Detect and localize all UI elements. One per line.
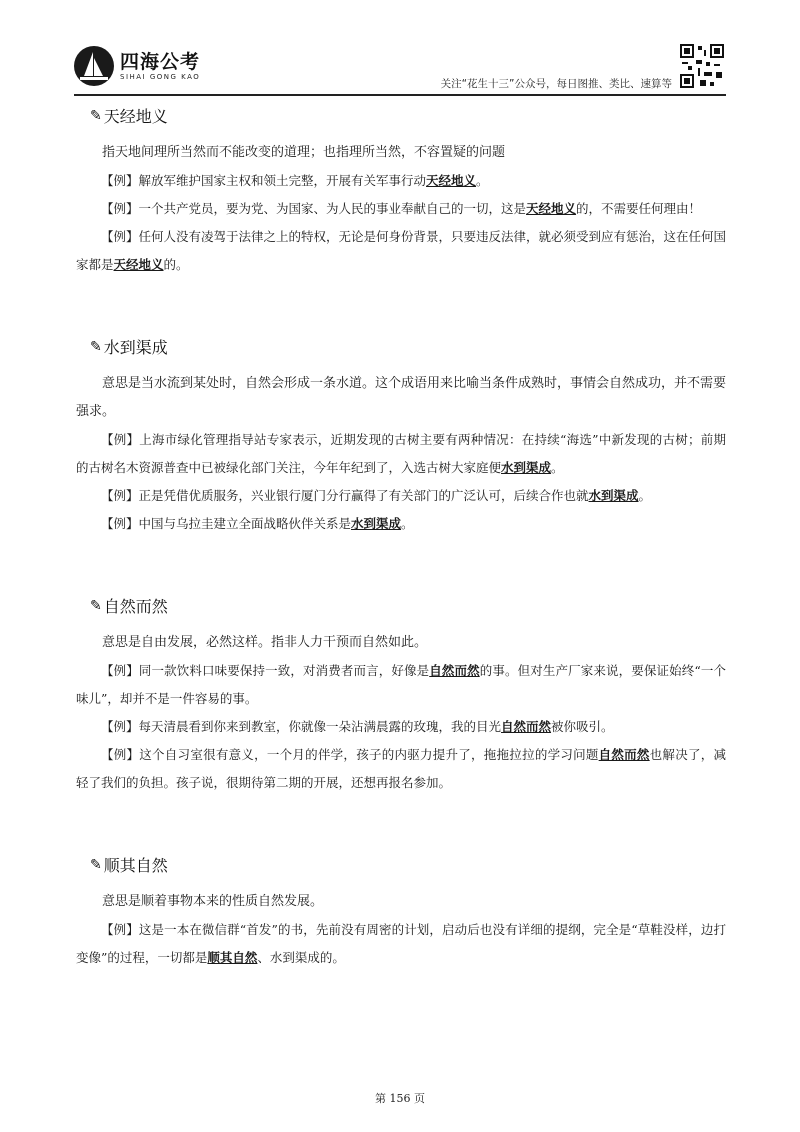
section-title (90, 104, 726, 127)
idiom-keyword: 自然而然 (501, 719, 552, 734)
idiom-keyword: 水到渠成 (351, 516, 402, 531)
example-sentence: 【例】正是凭借优质服务，兴业银行厦门分行赢得了有关部门的广泛认可，后续合作也就水到渠成。 (101, 488, 652, 503)
pencil-icon: ✎ (90, 597, 102, 614)
header-divider (74, 94, 726, 96)
idiom-section (76, 594, 726, 797)
example-sentence: 【例】解放军维护国家主权和领土完整，开展有关军事行动天经地义。 (101, 173, 489, 188)
idiom-meaning: 意思是顺着事物本来的性质自然发展。 (102, 894, 324, 909)
example-sentence: 【例】每天清晨看到你来到教室，你就像一朵沾满晨露的玫瑰，我的目光自然而然被你吸引。 (101, 719, 614, 734)
sailboat-logo-icon (74, 46, 114, 86)
idiom-meaning: 指天地间理所当然而不能改变的道理；也指理所当然，不容置疑的问题 (102, 145, 506, 160)
section-title (90, 853, 726, 876)
example-sentence: 【例】任何人没有凌驾于法律之上的特权，无论是何身份背景，只要违反法律，就必须受到应有惩治，这在任何国家都是天经地义的。 (76, 229, 727, 272)
idiom-meaning: 意思是当水流到某处时，自然会形成一条水道。这个成语用来比喻当条件成熟时，事情会自然成功，并不需要强求。 (76, 376, 727, 419)
brand-logo (74, 46, 200, 86)
brand-name-en: SIHAI GONG KAO (120, 73, 201, 81)
example-sentence: 【例】这是一本在微信群“首发”的书，先前没有周密的计划，启动后也没有详细的提纲，完全是“草鞋没样，边打变像”的过程，一切都是顺其自然、水到渠成的。 (76, 922, 726, 965)
idiom-title: 天经地义 (103, 107, 168, 126)
document-body (76, 104, 726, 1028)
example-sentence: 【例】上海市绿化管理指导站专家表示，近期发现的古树主要有两种情况：在持续“海选”中新发现的古树；前期的古树名木资源普查中已被绿化部门关注，今年年纪到了，入选古树大家庭便水到渠成。 (76, 432, 726, 475)
idiom-title: 水到渠成 (103, 338, 168, 357)
header-note: 关注“花生十三”公众号，每日图推、类比、速算等 (440, 78, 672, 90)
idiom-keyword: 自然而然 (598, 747, 650, 762)
example-sentence: 【例】中国与乌拉圭建立全面战略伙伴关系是水到渠成。 (101, 516, 414, 531)
idiom-keyword: 水到渠成 (588, 488, 639, 503)
pencil-icon: ✎ (90, 338, 102, 355)
idiom-keyword: 顺其自然 (207, 950, 258, 965)
idiom-keyword: 天经地义 (526, 201, 577, 216)
idiom-title: 自然而然 (103, 597, 168, 616)
idiom-meaning: 意思是自由发展，必然这样。指非人力干预而自然如此。 (102, 635, 428, 650)
example-sentence: 【例】同一款饮料口味要保持一致，对消费者而言，好像是自然而然的事。但对生产厂家来说，要保证始终“一个味儿”，却并不是一件容易的事。 (76, 663, 726, 706)
example-sentence: 【例】这个自习室很有意义，一个月的伴学，孩子的内驱力提升了，拖拖拉拉的学习问题自然而然也解决了，减轻了我们的负担。孩子说，很期待第二期的开展，还想再报名参加。 (76, 747, 726, 790)
idiom-section (76, 104, 726, 279)
idiom-section (76, 853, 726, 972)
pencil-icon: ✎ (90, 107, 102, 124)
idiom-title: 顺其自然 (103, 856, 168, 875)
section-title (90, 594, 726, 617)
idiom-keyword: 天经地义 (426, 173, 477, 188)
pencil-icon: ✎ (90, 856, 102, 873)
idiom-keyword: 天经地义 (113, 257, 164, 272)
idiom-section (76, 335, 726, 538)
qr-code-icon (678, 42, 726, 90)
page-header (74, 42, 726, 92)
page-number: 第 156 页 (375, 1092, 425, 1105)
idiom-keyword: 自然而然 (429, 663, 480, 678)
example-sentence: 【例】一个共产党员，要为党、为国家、为人民的事业奉献自己的一切，这是天经地义的，不需要任何理由！ (101, 201, 702, 216)
idiom-keyword: 水到渠成 (501, 460, 552, 475)
brand-name: 四海公考 (120, 51, 201, 73)
section-title (90, 335, 726, 358)
